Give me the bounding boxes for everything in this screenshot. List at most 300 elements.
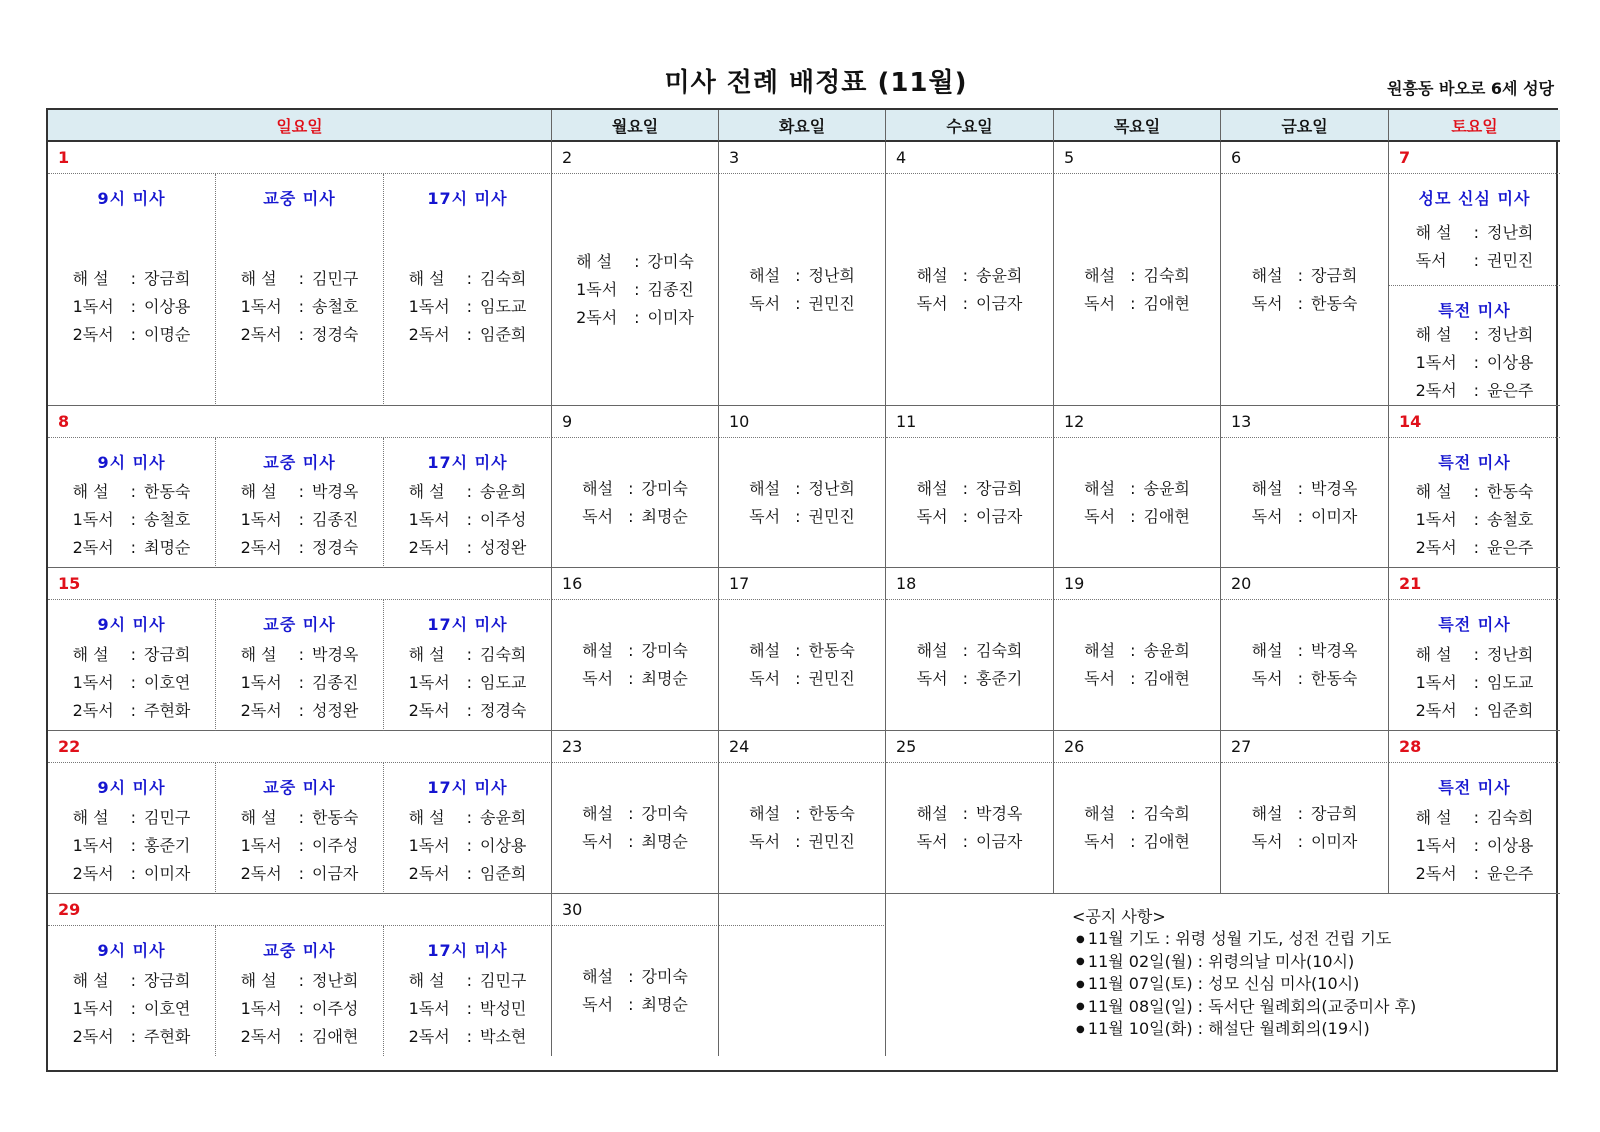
role-colon: : (1473, 251, 1479, 270)
role-colon: : (628, 832, 634, 851)
role-line (409, 804, 527, 832)
role-line (576, 304, 694, 332)
role-label: 해설 (916, 804, 948, 823)
role-colon: : (628, 804, 634, 823)
assignee-name: 박경옥 (1311, 641, 1358, 660)
role-colon: : (1473, 538, 1479, 557)
role-line (1252, 262, 1358, 290)
assignee-name: 김숙희 (1143, 804, 1190, 823)
role-line (1416, 506, 1534, 534)
assignee-name: 이상용 (1487, 353, 1534, 372)
role-colon: : (1297, 478, 1303, 498)
assignee-name: 정난희 (1487, 223, 1534, 242)
role-colon: : (466, 297, 472, 316)
assignment-list (582, 800, 688, 856)
role-colon: : (962, 804, 968, 823)
empty-cell (719, 926, 886, 1056)
day-cell-saturday (1389, 763, 1560, 894)
role-line (917, 503, 1023, 531)
assignment-list (73, 804, 191, 888)
role-label: 해 설 (72, 644, 109, 664)
role-colon: : (130, 1026, 136, 1046)
role-line (1416, 804, 1534, 832)
role-line (73, 1023, 191, 1051)
role-label: 1독서 (576, 279, 618, 299)
role-line (73, 293, 191, 321)
role-label: 해설 (582, 804, 614, 823)
role-label: 해설 (582, 641, 614, 660)
role-colon: : (298, 325, 304, 344)
day-cell-wed (886, 600, 1054, 731)
role-line (749, 637, 855, 665)
assignee-name: 강미숙 (647, 251, 694, 271)
role-line (241, 506, 359, 534)
assignee-name: 이주성 (312, 835, 359, 855)
role-label: 독서 (916, 506, 948, 526)
mass-title: 9시 미사 (97, 189, 166, 208)
role-colon: : (1297, 832, 1303, 851)
role-colon: : (298, 644, 304, 664)
mass-title: 9시 미사 (97, 941, 166, 960)
assignee-name: 정난희 (808, 265, 855, 285)
day-cell-fri (1221, 174, 1389, 406)
notice-item: ● 11월 10일(화) : 해설단 월례회의(19시) (1076, 1018, 1560, 1041)
mass-m17 (384, 926, 552, 1056)
role-line (749, 262, 855, 290)
day-cell-mon (552, 763, 719, 894)
role-colon: : (1297, 669, 1303, 688)
assignee-name: 최명순 (641, 669, 688, 688)
assignee-name: 한동숙 (1311, 669, 1358, 688)
role-label: 해 설 (408, 482, 445, 501)
assignee-name: 정난희 (808, 478, 855, 498)
assignee-name: 임준희 (1487, 700, 1534, 720)
date-fri: 13 (1221, 406, 1389, 438)
parish-name: 원흥동 바오로 6세 성당 (1387, 79, 1554, 98)
role-line (409, 641, 527, 669)
role-line (1252, 800, 1358, 828)
assignment-list (241, 967, 359, 1051)
role-line (1252, 828, 1358, 856)
role-line (73, 967, 191, 995)
assignment-list (1084, 475, 1190, 531)
assignee-name: 김종진 (647, 279, 694, 299)
role-colon: : (298, 538, 304, 557)
role-line (1084, 503, 1190, 531)
role-colon: : (130, 644, 136, 664)
role-line (749, 828, 855, 856)
role-line (582, 475, 688, 503)
assignment-list (582, 637, 688, 693)
role-label: 2독서 (240, 863, 282, 883)
assignee-name: 정경숙 (480, 700, 527, 720)
role-label: 2독서 (72, 325, 114, 344)
mass-m17 (384, 174, 552, 406)
assignee-name: 홍준기 (976, 669, 1023, 688)
mass-m9 (48, 438, 216, 568)
role-colon: : (130, 538, 136, 557)
role-label: 2독서 (408, 1026, 450, 1046)
assignee-name: 김민구 (312, 269, 359, 288)
role-label: 1독서 (240, 297, 282, 316)
assignee-name: 김민구 (480, 970, 527, 990)
role-line (409, 669, 527, 697)
assignment-list (1416, 478, 1534, 562)
assignee-name: 김숙희 (1143, 265, 1190, 285)
role-line (1084, 262, 1190, 290)
role-line (1416, 641, 1534, 669)
role-label: 독서 (749, 506, 781, 526)
role-line (73, 860, 191, 888)
day-cell-wed (886, 438, 1054, 568)
role-line (749, 290, 855, 318)
role-line (73, 697, 191, 725)
date-thu: 26 (1054, 731, 1221, 763)
role-colon: : (634, 279, 640, 299)
role-colon: : (466, 835, 472, 855)
assignment-list (409, 265, 527, 349)
mass-title: 17시 미사 (427, 189, 508, 208)
assignment-list (1084, 262, 1190, 318)
role-line (241, 478, 359, 506)
role-label: 독서 (1251, 832, 1283, 851)
assignment-list (917, 262, 1023, 318)
role-colon: : (1130, 265, 1136, 285)
role-colon: : (1297, 506, 1303, 526)
role-line (1416, 669, 1534, 697)
assignee-name: 김숙희 (1487, 807, 1534, 827)
assignee-name: 장금희 (144, 644, 191, 664)
role-colon: : (1473, 644, 1479, 664)
role-line (1252, 290, 1358, 318)
mass-title: 특전 미사 (1438, 615, 1511, 634)
role-label: 해 설 (240, 482, 277, 501)
role-line (749, 475, 855, 503)
role-label: 2독서 (1415, 700, 1457, 720)
mass-m17 (384, 763, 552, 894)
notice-item: ● 11월 기도 : 위령 성월 기도, 성전 건립 기도 (1076, 928, 1560, 951)
assignment-list (1416, 321, 1534, 405)
role-line (73, 321, 191, 349)
assignee-name: 최명순 (641, 506, 688, 526)
date-fri: 20 (1221, 568, 1389, 600)
role-colon: : (1473, 835, 1479, 855)
role-line (73, 832, 191, 860)
role-line (576, 248, 694, 276)
assignment-list (1416, 804, 1534, 888)
role-colon: : (1473, 700, 1479, 720)
role-colon: : (130, 863, 136, 883)
role-label: 1독서 (1415, 353, 1457, 372)
role-label: 2독서 (408, 538, 450, 557)
role-line (241, 1023, 359, 1051)
role-colon: : (466, 998, 472, 1018)
role-colon: : (298, 672, 304, 692)
notice-item: ● 11월 07일(토) : 성모 신심 미사(10시) (1076, 973, 1560, 996)
assignment-list (1252, 800, 1358, 856)
role-colon: : (1473, 672, 1479, 692)
assignee-name: 장금희 (1311, 804, 1358, 823)
role-label: 독서 (749, 669, 781, 688)
date-wed: 4 (886, 142, 1054, 174)
role-colon: : (634, 251, 640, 271)
assignee-name: 최명순 (144, 538, 191, 557)
assignee-name: 송윤희 (1143, 478, 1190, 498)
role-line (241, 534, 359, 562)
mass-title: 9시 미사 (97, 778, 166, 797)
role-colon: : (130, 297, 136, 316)
role-label: 독서 (1415, 251, 1447, 270)
assignment-list (241, 265, 359, 349)
mass-title: 특전 미사 (1438, 301, 1511, 320)
role-label: 해설 (749, 641, 781, 660)
role-colon: : (1297, 804, 1303, 823)
date-fri: 27 (1221, 731, 1389, 763)
role-line (1252, 637, 1358, 665)
role-colon: : (466, 970, 472, 990)
mass-title: 특전 미사 (1438, 778, 1511, 797)
mass-m17 (384, 600, 552, 731)
role-line (409, 860, 527, 888)
role-colon: : (130, 700, 136, 720)
role-colon: : (130, 835, 136, 855)
assignee-name: 한동숙 (1311, 293, 1358, 313)
assignment-list (749, 262, 855, 318)
assignee-name: 이상용 (1487, 835, 1534, 855)
role-label: 2독서 (408, 863, 450, 883)
date-sunday: 15 (48, 568, 552, 600)
mass-m17 (384, 438, 552, 568)
role-label: 독서 (582, 832, 614, 851)
role-colon: : (1297, 293, 1303, 313)
assignee-name: 최명순 (641, 995, 688, 1014)
role-colon: : (298, 297, 304, 316)
role-colon: : (298, 1026, 304, 1046)
day-cell-saturday (1389, 438, 1560, 568)
role-label: 1독서 (240, 510, 282, 529)
role-colon: : (130, 998, 136, 1018)
role-label: 1독서 (72, 835, 114, 855)
role-colon: : (628, 967, 634, 986)
role-label: 1독서 (240, 998, 282, 1018)
role-label: 해 설 (72, 482, 109, 501)
day-cell-mon (552, 174, 719, 406)
role-line (582, 828, 688, 856)
assignee-name: 한동숙 (1487, 482, 1534, 501)
date-wed: 11 (886, 406, 1054, 438)
assignee-name: 주현화 (144, 1026, 191, 1046)
role-line (73, 995, 191, 1023)
role-colon: : (1473, 381, 1479, 400)
role-colon: : (130, 807, 136, 827)
role-colon: : (962, 265, 968, 285)
role-label: 해설 (1251, 265, 1283, 285)
role-label: 독서 (916, 669, 948, 688)
role-label: 독서 (916, 293, 948, 313)
role-line (73, 265, 191, 293)
role-label: 2독서 (240, 538, 282, 557)
assignee-name: 한동숙 (808, 804, 855, 823)
mass-youth (216, 600, 384, 731)
assignment-list (1416, 219, 1534, 275)
role-colon: : (130, 510, 136, 529)
date-wed: 25 (886, 731, 1054, 763)
role-colon: : (962, 506, 968, 526)
role-label: 독서 (749, 832, 781, 851)
role-line (73, 804, 191, 832)
assignee-name: 윤은주 (1487, 863, 1534, 883)
role-colon: : (298, 807, 304, 827)
role-colon: : (298, 998, 304, 1018)
role-label: 1독서 (240, 672, 282, 692)
role-label: 해설 (1251, 478, 1283, 498)
role-label: 해 설 (408, 807, 445, 827)
role-label: 해 설 (1415, 482, 1452, 501)
assignee-name: 이금자 (976, 293, 1023, 313)
role-line (409, 1023, 527, 1051)
assignee-name: 정난희 (312, 970, 359, 990)
day-cell-tue (719, 763, 886, 894)
assignee-name: 박경옥 (1311, 478, 1358, 498)
special-mass (1389, 286, 1560, 405)
assignee-name: 이상용 (144, 297, 191, 316)
mass-youth (216, 763, 384, 894)
role-line (582, 665, 688, 693)
role-colon: : (1130, 506, 1136, 526)
assignee-name: 이금자 (976, 832, 1023, 851)
role-colon: : (795, 265, 801, 285)
role-line (917, 828, 1023, 856)
assignment-list (73, 641, 191, 725)
role-label: 독서 (1251, 669, 1283, 688)
assignee-name: 한동숙 (312, 807, 359, 827)
assignee-name: 송윤희 (480, 807, 527, 827)
role-colon: : (1473, 223, 1479, 242)
header-monday: 월요일 (552, 110, 719, 142)
role-line (241, 860, 359, 888)
role-colon: : (628, 995, 634, 1014)
marian-mass (1389, 174, 1560, 286)
assignee-name: 홍준기 (144, 835, 191, 855)
role-line (582, 637, 688, 665)
date-tue: 24 (719, 731, 886, 763)
role-label: 해설 (749, 804, 781, 823)
role-line (917, 665, 1023, 693)
role-line (1084, 637, 1190, 665)
role-colon: : (634, 307, 640, 327)
day-cell-mon (552, 600, 719, 731)
role-label: 해 설 (408, 644, 445, 664)
schedule-calendar (46, 108, 1558, 1072)
assignee-name: 김숙희 (976, 641, 1023, 660)
role-line (73, 506, 191, 534)
assignee-name: 임준희 (480, 325, 527, 344)
role-line (73, 669, 191, 697)
assignment-list (917, 637, 1023, 693)
role-colon: : (298, 510, 304, 529)
notice-list (1072, 928, 1560, 1041)
day-cell-fri (1221, 600, 1389, 731)
role-colon: : (130, 672, 136, 692)
role-line (241, 293, 359, 321)
assignee-name: 이금자 (976, 506, 1023, 526)
role-line (1252, 475, 1358, 503)
mass-title: 특전 미사 (1438, 453, 1511, 472)
role-label: 해 설 (240, 970, 277, 990)
assignee-name: 주현화 (144, 700, 191, 720)
role-colon: : (795, 832, 801, 851)
role-label: 2독서 (240, 1026, 282, 1046)
role-label: 2독서 (72, 700, 114, 720)
role-label: 해 설 (1415, 325, 1452, 344)
date-saturday: 7 (1389, 142, 1560, 174)
role-label: 해설 (916, 478, 948, 498)
assignee-name: 이상용 (480, 835, 527, 855)
role-line (241, 669, 359, 697)
day-cell-thu (1054, 174, 1221, 406)
assignee-name: 임도교 (480, 672, 527, 692)
role-colon: : (298, 970, 304, 990)
assignee-name: 김종진 (312, 510, 359, 529)
role-line (1416, 832, 1534, 860)
role-label: 1독서 (1415, 510, 1457, 529)
date-saturday: 14 (1389, 406, 1560, 438)
role-line (749, 503, 855, 531)
date-mon: 2 (552, 142, 719, 174)
role-label: 독서 (1251, 506, 1283, 526)
assignee-name: 강미숙 (641, 967, 688, 986)
role-line (409, 995, 527, 1023)
role-label: 해설 (749, 478, 781, 498)
mass-title: 교중 미사 (263, 941, 336, 960)
day-cell-thu (1054, 763, 1221, 894)
role-colon: : (1473, 353, 1479, 372)
date-sunday: 22 (48, 731, 552, 763)
header-sunday: 일요일 (48, 110, 552, 142)
role-label: 2독서 (1415, 381, 1457, 400)
assignee-name: 박경옥 (976, 804, 1023, 823)
empty-date (719, 894, 886, 926)
assignee-name: 이미자 (647, 307, 694, 327)
role-line (1416, 247, 1534, 275)
assignee-name: 이명순 (144, 325, 191, 344)
role-label: 독서 (582, 506, 614, 526)
assignee-name: 윤은주 (1487, 538, 1534, 557)
assignment-list (582, 475, 688, 531)
date-thu: 5 (1054, 142, 1221, 174)
assignee-name: 송윤희 (1143, 641, 1190, 660)
mass-title: 17시 미사 (427, 941, 508, 960)
assignee-name: 김애현 (1143, 293, 1190, 313)
role-colon: : (466, 863, 472, 883)
assignee-name: 정난희 (1487, 325, 1534, 344)
role-colon: : (962, 478, 968, 498)
role-line (1252, 665, 1358, 693)
assignment-list (409, 967, 527, 1051)
assignee-name: 권민진 (808, 669, 855, 688)
role-line (73, 534, 191, 562)
role-colon: : (1130, 478, 1136, 498)
day-cell-saturday (1389, 600, 1560, 731)
assignee-name: 김애현 (312, 1026, 359, 1046)
assignment-list (73, 478, 191, 562)
assignee-name: 송철호 (312, 297, 359, 316)
assignee-name: 정경숙 (312, 538, 359, 557)
role-colon: : (298, 835, 304, 855)
date-mon: 16 (552, 568, 719, 600)
assignment-list (241, 641, 359, 725)
date-sunday: 1 (48, 142, 552, 174)
